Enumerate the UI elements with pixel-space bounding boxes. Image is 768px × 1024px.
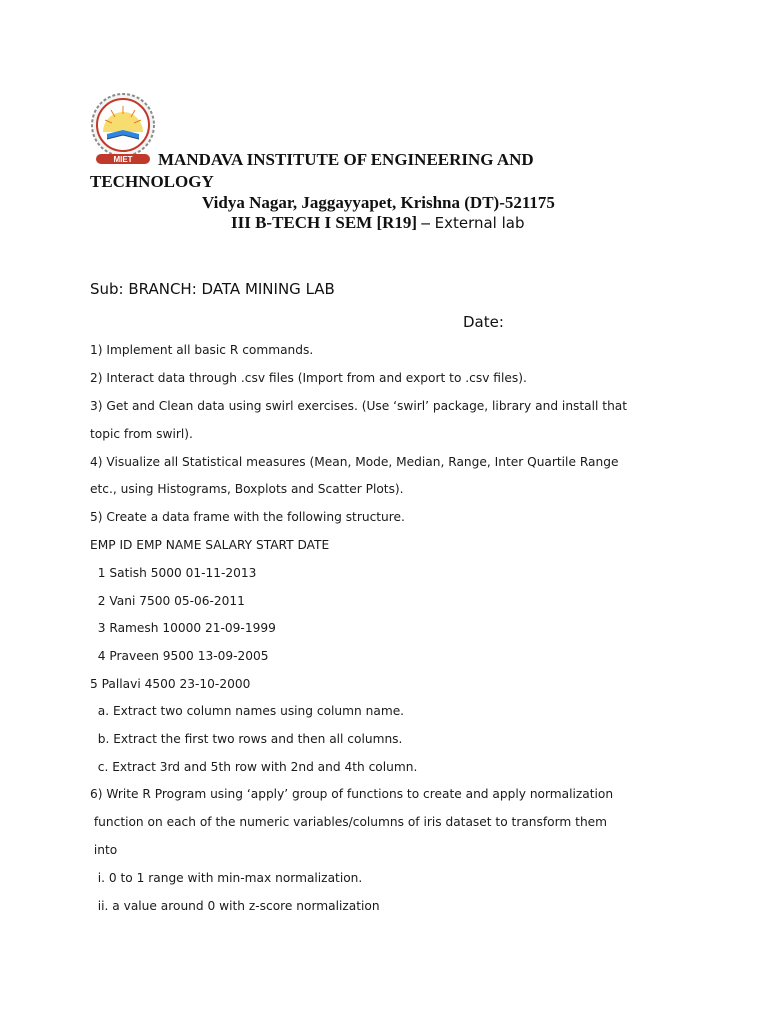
sub-question-line: i. 0 to 1 range with min-max normalization.	[90, 871, 363, 885]
semester-text: III B-TECH I SEM [R19] –	[231, 213, 430, 232]
college-logo-icon	[89, 92, 157, 166]
question-line: 6) Write R Program using ‘apply’ group of functions to create and apply normalization	[90, 787, 614, 801]
table-header-line: EMP ID EMP NAME SALARY START DATE	[90, 538, 330, 552]
sub-question-line: ii. a value around 0 with z-score normalization	[90, 899, 380, 913]
date-label: Date:	[463, 313, 504, 331]
question-line: 2) Interact data through .csv files (Import from and export to .csv files).	[90, 371, 527, 385]
question-line: function on each of the numeric variables/columns of iris dataset to transform them	[90, 815, 608, 829]
table-row-line: 5 Pallavi 4500 23-10-2000	[90, 677, 251, 691]
institute-name-line1: MANDAVA INSTITUTE OF ENGINEERING AND	[158, 150, 534, 169]
question-line: etc., using Histograms, Boxplots and Scatter Plots).	[90, 482, 404, 496]
question-line: 5) Create a data frame with the following structure.	[90, 510, 405, 524]
table-row-line: 4 Praveen 9500 13-09-2005	[90, 649, 269, 663]
sub-question-line: c. Extract 3rd and 5th row with 2nd and 4th column.	[90, 760, 418, 774]
question-line: 1) Implement all basic R commands.	[90, 343, 314, 357]
question-line: into	[90, 843, 118, 857]
logo-text: MIET	[113, 155, 133, 164]
question-line: 4) Visualize all Statistical measures (Mean, Mode, Median, Range, Inter Quartile Range	[90, 455, 619, 469]
sub-question-line: a. Extract two column names using column name.	[90, 704, 405, 718]
institute-address: Vidya Nagar, Jaggayyapet, Krishna (DT)-521175	[202, 193, 555, 212]
institute-name-line2: TECHNOLOGY	[90, 172, 214, 191]
table-row-line: 1 Satish 5000 01-11-2013	[90, 566, 257, 580]
exam-type: External lab	[429, 214, 525, 232]
question-line: 3) Get and Clean data using swirl exercises. (Use ‘swirl’ package, library and install that	[90, 399, 628, 413]
sub-question-line: b. Extract the first two rows and then all columns.	[90, 732, 403, 746]
question-line: topic from swirl).	[90, 427, 193, 441]
subject-heading: Sub: BRANCH: DATA MINING LAB	[90, 280, 335, 298]
table-row-line: 2 Vani 7500 05-06-2011	[90, 594, 245, 608]
semester-heading	[231, 213, 525, 233]
table-row-line: 3 Ramesh 10000 21-09-1999	[90, 621, 276, 635]
